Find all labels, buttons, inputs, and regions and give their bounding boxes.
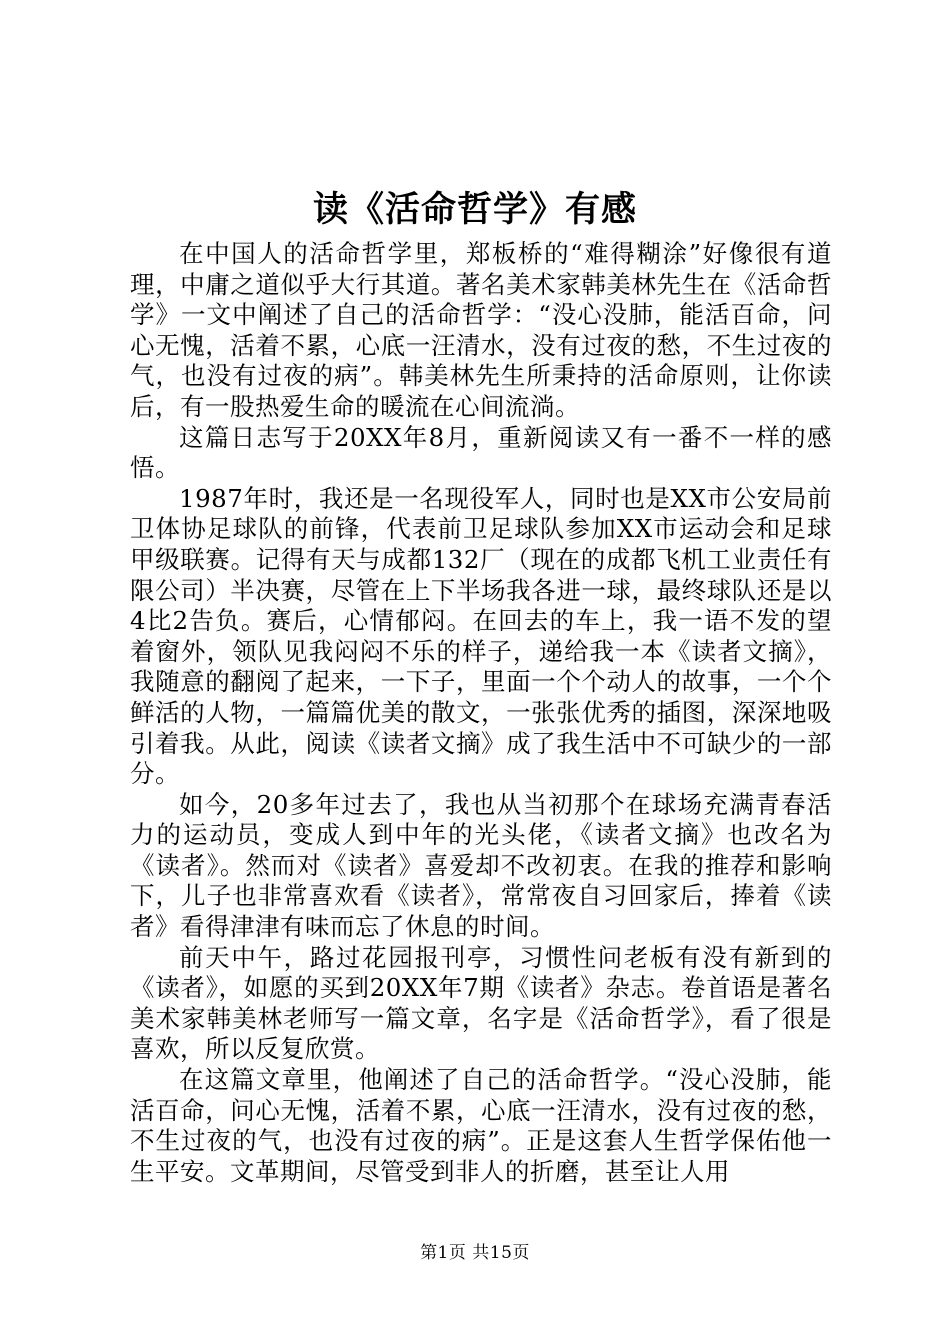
paragraph: 在中国人的活命哲学里，郑板桥的“难得糊涂”好像很有道理，中庸之道似乎大行其道。著名美术家韩美林先生在《活命哲学》一文中阐述了自己的活命哲学：“没心没肺，能活百命，问心无愧，活着不累，心底一汪清水，没有过夜的愁，不生过夜的气，也没有过夜的病”。韩美林先生所秉持的活命原则，让你读后，有一股热爱生命的暖流在心间流淌。 — [130, 239, 832, 421]
paragraph: 前天中午，路过花园报刊亭，习惯性问老板有没有新到的《读者》，如愿的买到20XX年7期《读者》杂志。卷首语是著名美术家韩美林老师写一篇文章，名字是《活命哲学》，看了很是喜欢，所以反复欣赏。 — [130, 942, 832, 1064]
paragraph: 如今，20多年过去了，我也从当初那个在球场充满青春活力的运动员，变成人到中年的光头佬，《读者文摘》也改名为《读者》。然而对《读者》喜爱却不改初衷。在我的推荐和影响下，儿子也非常喜欢看《读者》，常常夜自习回家后，捧着《读者》看得津津有味而忘了休息的时间。 — [130, 789, 832, 942]
page-footer: 第1页 共15页 — [420, 1243, 530, 1263]
document-title: 读《活命哲学》有感 — [312, 189, 637, 230]
paragraph: 在这篇文章里，他阐述了自己的活命哲学。“没心没肺，能活百命，问心无愧，活着不累，心底一汪清水，没有过夜的愁，不生过夜的气，也没有过夜的病”。正是这套人生哲学保佑他一生平安。文革期间，尽管受到非人的折磨，甚至让人用 — [130, 1065, 832, 1186]
document-body — [130, 239, 832, 1187]
paragraph: 1987年时，我还是一名现役军人，同时也是XX市公安局前卫体协足球队的前锋，代表前卫足球队参加XX市运动会和足球甲级联赛。记得有天与成都132厂（现在的成都飞机工业责任有限公司）半决赛，尽管在上下半场我各进一球，最终球队还是以4比2告负。赛后，心情郁闷。在回去的车上，我一语不发的望着窗外，领队见我闷闷不乐的样子，递给我一本《读者文摘》，我随意的翻阅了起来，一下子，里面一个个动人的故事，一个个鲜活的人物，一篇篇优美的散文，一张张优秀的插图，深深地吸引着我。从此，阅读《读者文摘》成了我生活中不可缺少的一部分。 — [130, 483, 832, 789]
paragraph: 这篇日志写于20XX年8月，重新阅读又有一番不一样的感悟。 — [130, 422, 832, 483]
